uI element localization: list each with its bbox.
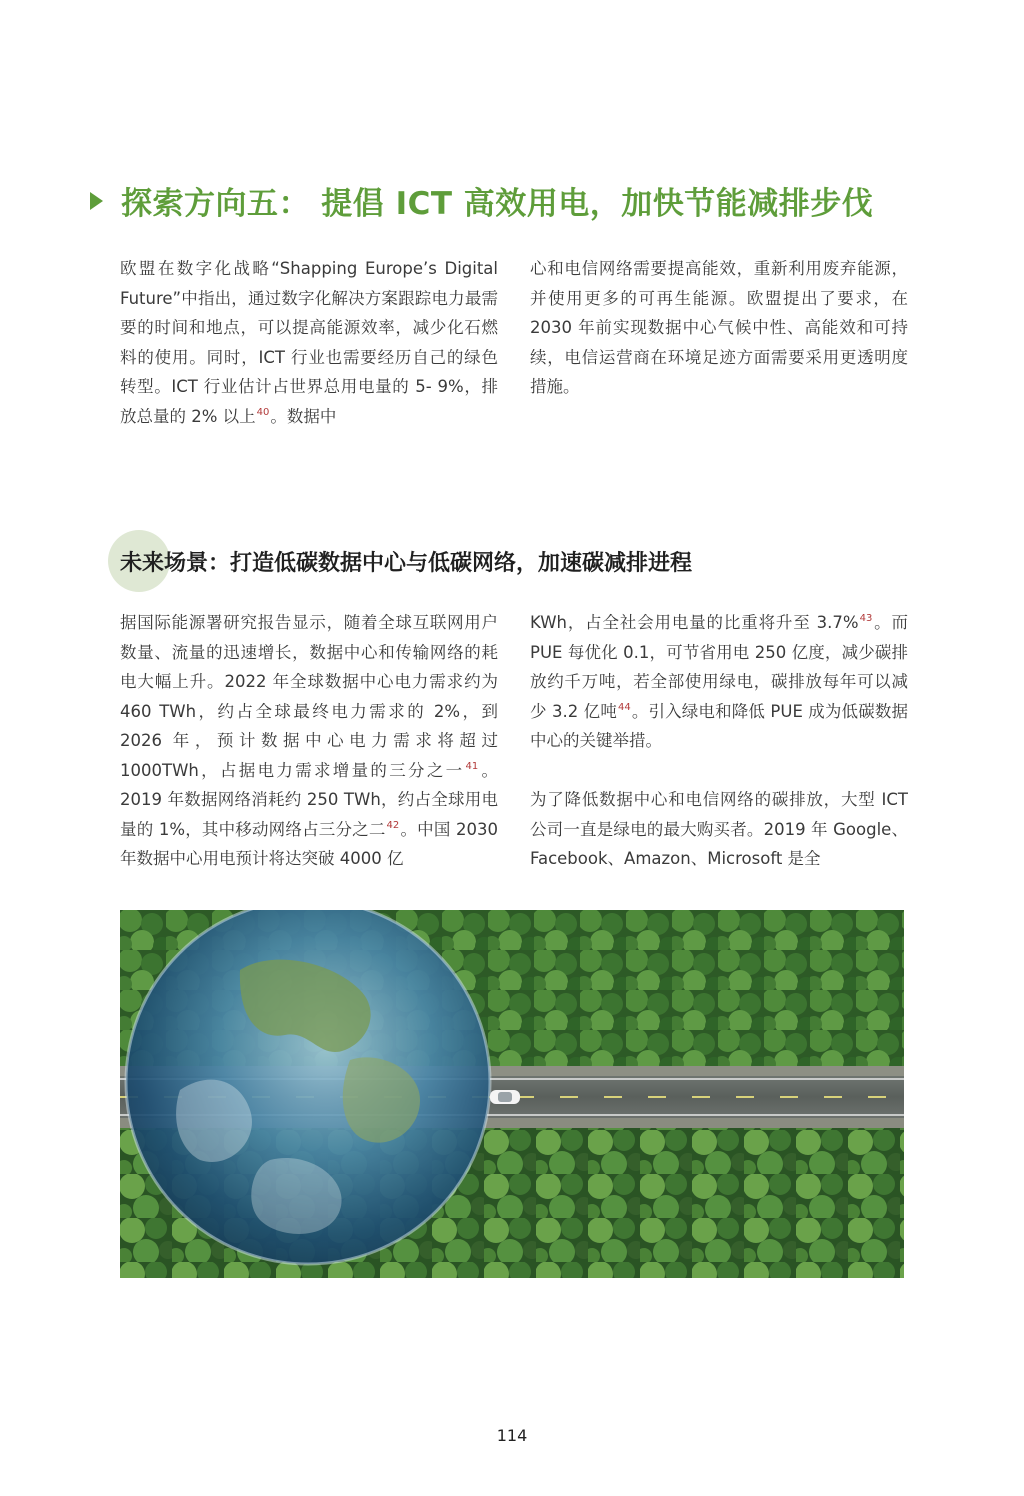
car-icon [490,1090,520,1104]
scenario-right-paragraph-1 [530,608,908,756]
forest-illustration [120,910,904,1278]
footnote-ref[interactable]: 42 [386,819,400,831]
scenario-right-text-1: KWh，占全社会用电量的比重将升至 3.7% [530,613,859,632]
scenario-right-text-3: 。引入绿电和降低 PUE 成为低碳数据中心的关键举措。 [530,701,908,750]
scenario-title: 未来场景：打造低碳数据中心与低碳网络，加速碳减排进程 [120,551,693,576]
intro-left-column [120,254,498,431]
scenario-right-text-2: 。而 PUE 每优化 0.1，可节省用电 250 亿度，减少碳排放约千万吨，若全部使用绿电，碳排放每年可以减少 3.2 亿吨 [530,613,909,721]
footnote-ref[interactable]: 44 [617,701,631,713]
section-title: 探索方向五： 提倡 ICT 高效用电，加快节能减排步伐 [121,186,874,222]
section-heading [90,178,970,223]
page-number: 114 [496,1426,528,1445]
intro-left-tail: 。数据中 [270,406,337,426]
scenario-left-column [120,608,498,874]
intro-left-paragraph [120,254,498,431]
hero-image-forest-road-earth [120,910,904,1278]
scenario-left-text-3: 。中国 2030 年数据中心用电预计将达突破 4000 亿 [120,819,498,868]
footnote-ref[interactable]: 43 [859,613,873,624]
intro-right-paragraph: 心和电信网络需要提高能效，重新利用废弃能源，并使用更多的可再生能源。欧盟提出了要求，在 2030 年前实现数据中心气候中性、高能效和可持续，电信运营商在环境足迹方面需要采用更透明度措施。 [530,259,908,396]
footnote-ref[interactable]: 40 [256,406,270,418]
footnote-ref[interactable]: 41 [465,760,479,772]
scenario-right-paragraph-2: 为了降低数据中心和电信网络的碳排放，大型 ICT 公司一直是绿电的最大购买者。2019 年 Google、Facebook、Amazon、Microsoft 是全 [530,790,908,868]
earth-globe [126,910,490,1264]
intro-left-text: 欧盟在数字化战略“Shapping Europe’s Digital Future”中指出，通过数字化解决方案跟踪电力最需要的时间和地点，可以提高能源效率，减少化石燃料的使用。同时，ICT 行业也需要经历自己的绿色转型。ICT 行业估计占世界总用电量的 5- 9%，排放总量的 2% 以上 [120,259,498,426]
intro-right-column [530,254,908,402]
scenario-left-paragraph [120,608,498,874]
triangle-bullet-icon [90,192,103,210]
scenario-heading [108,530,928,592]
scenario-left-text-1: 据国际能源署研究报告显示，随着全球互联网用户数量、流量的迅速增长，数据中心和传输网络的耗电大幅上升。2022 年全球数据中心电力需求约为 460 TWh，约占全球最终电力需求的 2%，到 2026 年，预计数据中心电力需求将超过 1000TWh，占据电力需求增量的三分之一 [120,613,498,780]
scenario-left-text-2: 。2019 年数据网络消耗约 250 TWh，约占全球用电量的 1%，其中移动网络占三分之二 [120,760,499,839]
scenario-right-column [530,608,908,874]
